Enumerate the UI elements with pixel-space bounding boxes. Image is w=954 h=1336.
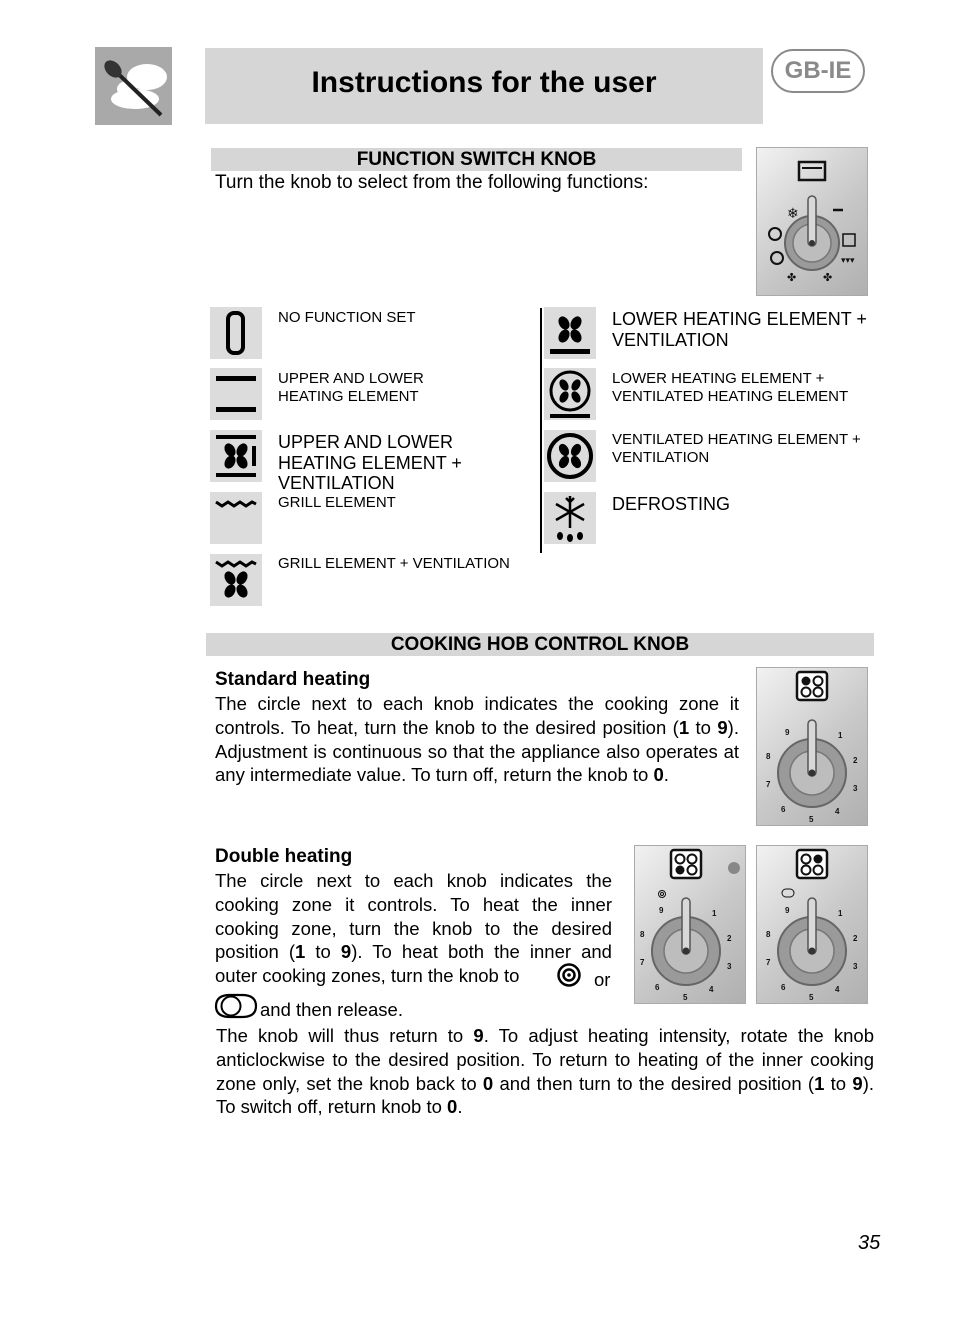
defrost-icon bbox=[544, 492, 596, 544]
language-badge bbox=[771, 49, 865, 93]
function-knob-intro: Turn the knob to select from the following functions: bbox=[215, 172, 649, 193]
header-bar bbox=[205, 48, 763, 124]
function-knob-image bbox=[756, 147, 868, 296]
double-heating-continued-text: The knob will thus return to 9. To adjust heating intensity, rotate the knob anticlockwise to the desired position. To return to heating of the inner cooking zone only, set the knob back to 0 and then turn to the desired position (1 to 9). To switch off, return knob to 0. bbox=[216, 1025, 874, 1118]
dial-number: 8 bbox=[640, 930, 645, 939]
double-zone-symbol-icon bbox=[556, 962, 582, 988]
function-label-grill-fan: GRILL ELEMENT + VENTILATION bbox=[278, 555, 510, 572]
dial-number: 5 bbox=[683, 993, 688, 1002]
double-heating-title: Double heating bbox=[215, 846, 353, 867]
upper-lower-fan-icon bbox=[210, 430, 262, 482]
function-label-no-function: NO FUNCTION SET bbox=[278, 309, 416, 326]
dial-number: 8 bbox=[766, 752, 771, 761]
release-text: and then release. bbox=[260, 999, 403, 1020]
language-badge-text: GB-IE bbox=[784, 57, 852, 84]
dial-number: 6 bbox=[781, 805, 786, 814]
grill-icon bbox=[210, 492, 262, 544]
lower-fan-icon bbox=[544, 307, 596, 359]
function-label-lower-ventilated: LOWER HEATING ELEMENT + VENTILATED HEATING ELEMENT bbox=[612, 370, 849, 405]
function-label-upper-lower-fan: UPPER AND LOWER HEATING ELEMENT + VENTILATION bbox=[278, 432, 462, 493]
dial-number: 5 bbox=[809, 815, 814, 824]
dial-number: 9 bbox=[659, 906, 664, 915]
dial-number: 9 bbox=[785, 906, 790, 915]
dial-number: 4 bbox=[835, 807, 840, 816]
dial-number: 5 bbox=[809, 993, 814, 1002]
standard-heating-text: The circle next to each knob indicates the cooking zone it controls. To heat, turn the knob to the desired position (1 to 9). Adjustment is continuous so that the appliance also operates at any intermediate value. To turn off, return the knob to 0. bbox=[215, 693, 739, 786]
function-label-ventilated: VENTILATED HEATING ELEMENT + VENTILATION bbox=[612, 431, 861, 466]
double-hob-knob-icon bbox=[635, 846, 745, 1003]
svg-text:✤: ✤ bbox=[787, 272, 797, 284]
double-hob-knob-image-2 bbox=[756, 845, 868, 1004]
double-heating-text: The circle next to each knob indicates the cooking zone it controls. To heat the inner cooking zone, turn the knob to the desired position (1 to 9). To heat both the inner and outer cooking zones, turn the knob to bbox=[215, 870, 612, 987]
oval-zone-symbol-icon bbox=[214, 993, 258, 1019]
dial-number: 3 bbox=[853, 962, 858, 971]
dial-number: 2 bbox=[727, 934, 732, 943]
dial-number: 4 bbox=[709, 985, 714, 994]
upper-lower-heating-icon bbox=[210, 368, 262, 420]
standard-hob-knob-image bbox=[756, 667, 868, 826]
function-knob-icon bbox=[757, 148, 867, 295]
dial-number: 8 bbox=[766, 930, 771, 939]
dial-number: 1 bbox=[838, 731, 843, 740]
dial-number: 9 bbox=[785, 728, 790, 737]
page-title: Instructions for the user bbox=[311, 66, 657, 99]
dial-number: 7 bbox=[766, 958, 771, 967]
dial-number: 6 bbox=[655, 983, 660, 992]
double-hob-knob-icon bbox=[757, 846, 867, 1003]
dial-number: 3 bbox=[853, 784, 858, 793]
function-knob-heading: FUNCTION SWITCH KNOB bbox=[211, 148, 742, 171]
svg-text:▾▾▾: ▾▾▾ bbox=[841, 255, 855, 265]
function-label-upper-lower: UPPER AND LOWER HEATING ELEMENT bbox=[278, 370, 424, 405]
page-number: 35 bbox=[858, 1232, 881, 1254]
dial-number: 7 bbox=[640, 958, 645, 967]
grill-fan-icon bbox=[210, 554, 262, 606]
dial-number: 6 bbox=[781, 983, 786, 992]
function-label-grill: GRILL ELEMENT bbox=[278, 494, 396, 511]
dial-number: 2 bbox=[853, 756, 858, 765]
dial-number: 1 bbox=[838, 909, 843, 918]
dial-number: 2 bbox=[853, 934, 858, 943]
double-hob-knob-image-1 bbox=[634, 845, 746, 1004]
svg-text:✤: ✤ bbox=[823, 272, 833, 284]
hob-knob-icon bbox=[757, 668, 867, 825]
hob-knob-heading: COOKING HOB CONTROL KNOB bbox=[206, 633, 874, 656]
dial-number: 3 bbox=[727, 962, 732, 971]
ventilated-icon bbox=[544, 430, 596, 482]
chef-spoon-icon bbox=[95, 47, 172, 125]
dial-number: 7 bbox=[766, 780, 771, 789]
dial-number: 1 bbox=[712, 909, 717, 918]
function-label-lower-fan: LOWER HEATING ELEMENT + VENTILATION bbox=[612, 309, 867, 350]
or-text: or bbox=[594, 969, 611, 990]
svg-text:❄: ❄ bbox=[787, 205, 799, 221]
standard-heating-title: Standard heating bbox=[215, 669, 371, 690]
column-divider bbox=[540, 308, 542, 553]
zero-icon bbox=[210, 307, 262, 359]
lower-ventilated-icon bbox=[544, 368, 596, 420]
dial-number: 4 bbox=[835, 985, 840, 994]
function-label-defrost: DEFROSTING bbox=[612, 494, 731, 514]
chef-logo bbox=[95, 47, 172, 125]
